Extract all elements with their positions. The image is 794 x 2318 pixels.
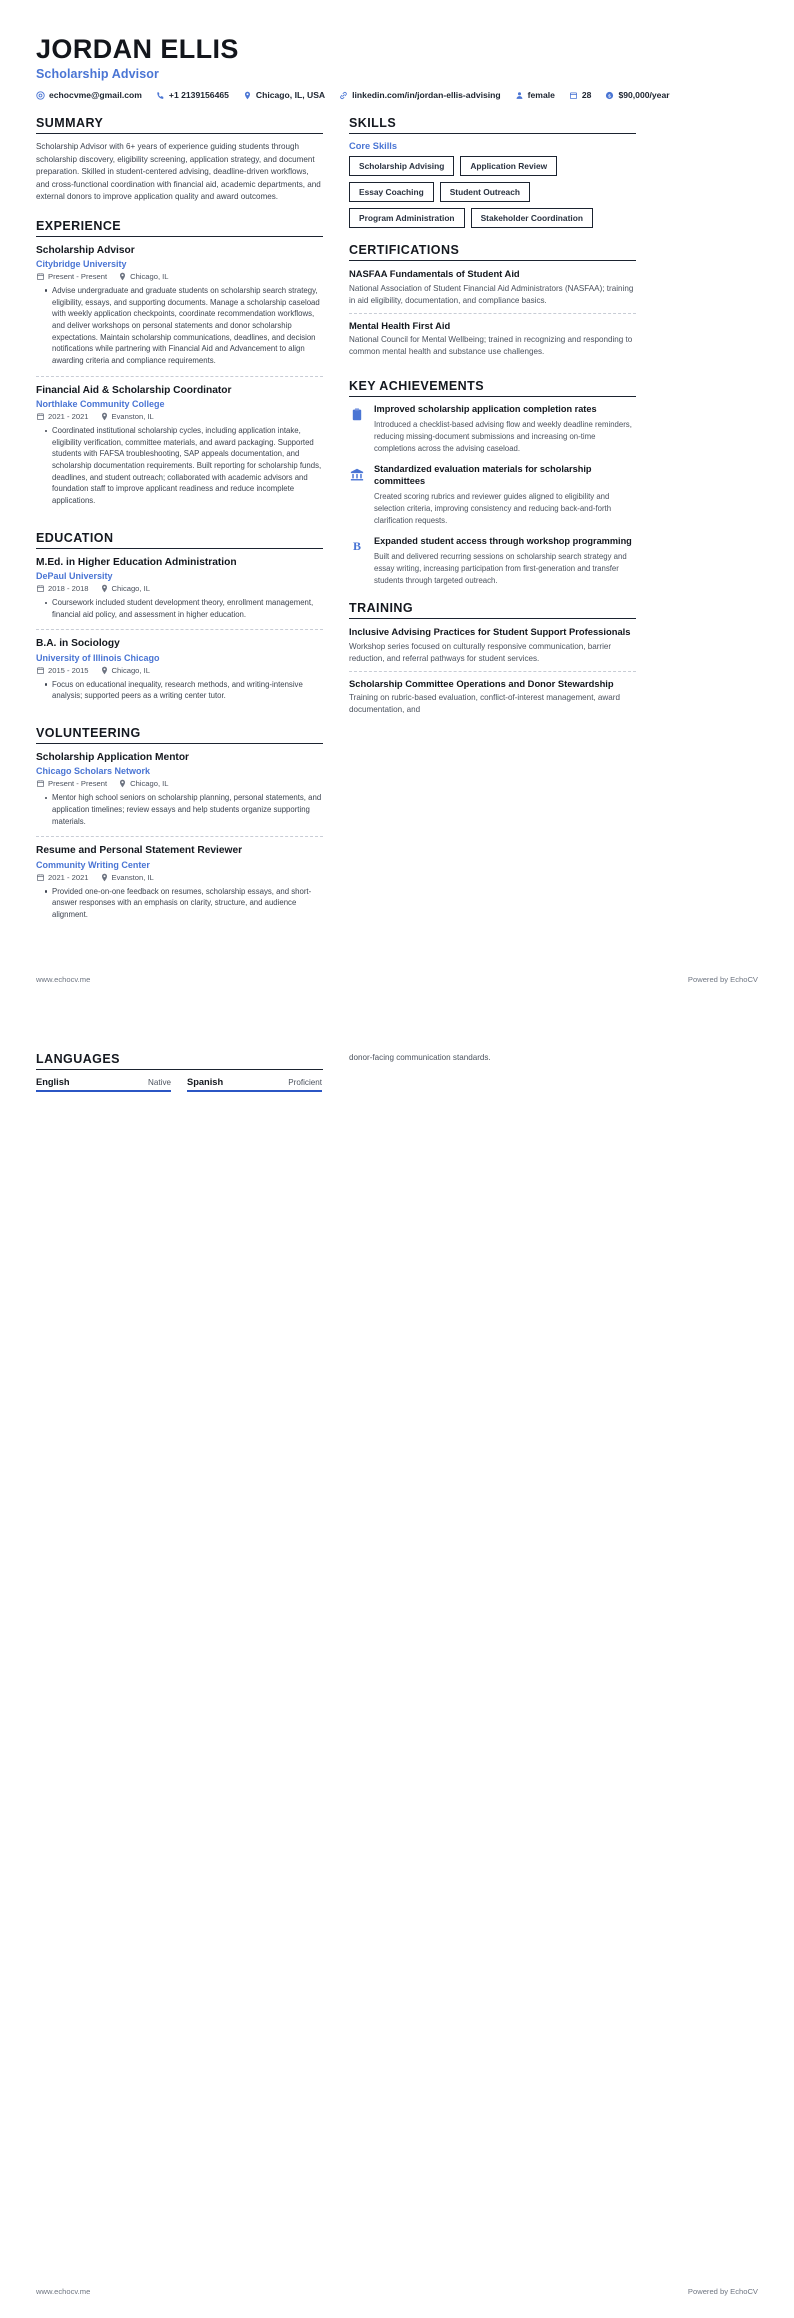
location-pin-icon bbox=[100, 412, 109, 421]
location-pin-icon bbox=[100, 666, 109, 675]
contact-linkedin[interactable] bbox=[339, 90, 501, 100]
certifications-divider bbox=[349, 260, 636, 261]
education-location-text: Chicago, IL bbox=[111, 665, 150, 675]
skill-chip: Program Administration bbox=[349, 208, 465, 228]
experience-dates-text: Present - Present bbox=[48, 271, 108, 281]
experience-location bbox=[118, 272, 168, 281]
calendar-icon bbox=[36, 272, 45, 281]
experience-bullets bbox=[36, 425, 323, 507]
achievement-item bbox=[349, 464, 636, 526]
certification-title: Mental Health First Aid bbox=[349, 319, 451, 331]
person-icon bbox=[515, 91, 524, 100]
contact-location bbox=[243, 90, 325, 100]
experience-location-text: Chicago, IL bbox=[130, 271, 169, 281]
candidate-name: JORDAN ELLIS bbox=[36, 34, 239, 64]
footer-brand: Powered by EchoCV bbox=[687, 974, 758, 984]
contact-email[interactable] bbox=[36, 90, 142, 100]
volunteering-role: Scholarship Application Mentor bbox=[36, 752, 190, 764]
languages-divider bbox=[36, 1069, 323, 1070]
summary-heading: SUMMARY bbox=[36, 116, 104, 131]
svg-text:$: $ bbox=[608, 92, 612, 98]
education-bullets bbox=[36, 597, 323, 620]
education-dates-text: 2018 - 2018 bbox=[48, 584, 89, 594]
certification-description: National Council for Mental Wellbeing; trained in recognizing and responding to common mental health and substance use challenges. bbox=[349, 335, 633, 357]
language-proficiency-bar bbox=[187, 1090, 322, 1093]
section-education bbox=[36, 531, 323, 711]
contact-gender-text: female bbox=[527, 90, 555, 101]
volunteering-meta bbox=[36, 779, 323, 788]
language-header bbox=[36, 1077, 171, 1087]
experience-employer: Citybridge University bbox=[36, 258, 127, 269]
calendar-icon bbox=[36, 412, 45, 421]
volunteering-heading: VOLUNTEERING bbox=[36, 726, 141, 741]
achievement-body bbox=[374, 404, 636, 454]
achievement-item bbox=[349, 404, 636, 454]
certifications-heading: CERTIFICATIONS bbox=[349, 243, 460, 258]
achievement-body bbox=[374, 536, 636, 586]
experience-bullet: Advise undergraduate and graduate students on scholarship search strategy, eligibility, essays, and supporting documents. Manage a scholarship caseload with weekly application checkpoints, coordinate recommendation workflows, and deliver workshops on personal statements and donor scholarship expectations. Maintain scholarship communications, deadlines, and decision notifications while partnering with Financial Aid and Advancement to align awarding criteria and compliance requirements. bbox=[45, 285, 323, 367]
experience-divider bbox=[36, 236, 323, 237]
experience-job-title: Scholarship Advisor bbox=[36, 244, 135, 256]
education-dates bbox=[36, 584, 89, 593]
letter-b-icon bbox=[349, 537, 365, 555]
education-bullet: Coursework included student development theory, enrollment management, financial aid policy, and assessment in higher education. bbox=[45, 597, 323, 620]
contact-age-text: 28 bbox=[581, 90, 592, 101]
calendar-icon bbox=[36, 666, 45, 675]
contact-gender bbox=[515, 90, 555, 100]
bank-icon bbox=[349, 465, 365, 483]
location-pin-icon bbox=[118, 272, 127, 281]
experience-heading: EXPERIENCE bbox=[36, 218, 122, 233]
education-location bbox=[100, 584, 150, 593]
education-bullet: Focus on educational inequality, research methods, and writing-intensive analysis; supported peers as a writing center tutor. bbox=[45, 679, 323, 702]
key-achievements-heading: KEY ACHIEVEMENTS bbox=[349, 379, 485, 394]
page-2-columns bbox=[36, 1052, 758, 1108]
section-skills bbox=[349, 116, 636, 228]
contact-linkedin-text: linkedin.com/in/jordan-ellis-advising bbox=[352, 90, 501, 101]
skill-chip: Scholarship Advising bbox=[349, 156, 454, 176]
contact-salary bbox=[605, 90, 669, 100]
language-item bbox=[187, 1077, 322, 1093]
achievement-body bbox=[374, 464, 636, 526]
resume-page-1 bbox=[0, 0, 794, 1010]
section-summary bbox=[36, 116, 323, 204]
experience-bullet: Coordinated institutional scholarship cycles, including application intake, eligibility verification, committee materials, and award packaging. Supported students with FAFSA troubleshooting, SAP appeals documentation, and scholarship documentation requirements. Built reporting for scholarship funds, deadlines, and student outreach; collaborated with academic advisors and foundation staff to improve applicant readiness and reduce incomplete applications. bbox=[45, 425, 323, 507]
training-title: Scholarship Committee Operations and Donor Stewardship bbox=[349, 677, 614, 689]
volunteering-dates-text: 2021 - 2021 bbox=[48, 872, 89, 882]
skills-heading: SKILLS bbox=[349, 116, 397, 131]
achievement-item bbox=[349, 536, 636, 586]
candidate-role: Scholarship Advisor bbox=[36, 67, 159, 82]
education-meta bbox=[36, 666, 323, 675]
volunteering-bullet: Provided one-on-one feedback on resumes, scholarship essays, and short-answer responses with an emphasis on clarity, structure, and audience alignment. bbox=[45, 886, 323, 921]
skill-chip: Essay Coaching bbox=[349, 182, 434, 202]
page-2-sheet bbox=[0, 1010, 794, 2288]
language-proficiency-fill bbox=[187, 1090, 322, 1093]
experience-dates bbox=[36, 412, 89, 421]
education-heading: EDUCATION bbox=[36, 530, 114, 545]
training-entry bbox=[349, 678, 636, 723]
training-heading: TRAINING bbox=[349, 601, 414, 616]
link-icon bbox=[339, 91, 348, 100]
calendar-icon bbox=[36, 584, 45, 593]
page-2-bottom-space bbox=[36, 1107, 758, 2287]
education-degree: M.Ed. in Higher Education Administration bbox=[36, 556, 237, 568]
skills-chip-list bbox=[349, 156, 636, 228]
volunteering-role: Resume and Personal Statement Reviewer bbox=[36, 845, 243, 857]
key-achievements-divider bbox=[349, 396, 636, 397]
training-description: Training on rubric-based evaluation, conflict-of-interest management, award documentation, and bbox=[349, 693, 620, 715]
education-location bbox=[100, 666, 150, 675]
certification-entry bbox=[349, 268, 636, 314]
training-divider bbox=[349, 618, 636, 619]
right-column bbox=[349, 116, 636, 737]
skills-group-label: Core Skills bbox=[349, 141, 398, 152]
contact-row bbox=[36, 90, 758, 100]
language-item bbox=[36, 1077, 171, 1093]
certification-title: NASFAA Fundamentals of Student Aid bbox=[349, 268, 520, 280]
language-name: English bbox=[36, 1076, 70, 1087]
section-key-achievements bbox=[349, 379, 636, 586]
calendar-icon bbox=[36, 779, 45, 788]
language-proficiency-fill bbox=[36, 1090, 171, 1093]
page-1-sheet bbox=[0, 0, 794, 975]
education-degree: B.A. in Sociology bbox=[36, 638, 120, 650]
language-proficiency-bar bbox=[36, 1090, 171, 1093]
certification-entry bbox=[349, 320, 636, 365]
letter-b-glyph: B bbox=[352, 538, 361, 553]
education-entry bbox=[36, 556, 323, 631]
experience-job-title: Financial Aid & Scholarship Coordinator bbox=[36, 384, 232, 396]
volunteering-divider bbox=[36, 743, 323, 744]
language-level: Proficient bbox=[288, 1077, 322, 1087]
section-certifications bbox=[349, 243, 636, 364]
section-volunteering bbox=[36, 726, 323, 930]
experience-bullets bbox=[36, 285, 323, 367]
summary-divider bbox=[36, 133, 323, 134]
resume-page-2 bbox=[0, 1010, 794, 2318]
skill-chip: Student Outreach bbox=[440, 182, 530, 202]
volunteering-location bbox=[118, 779, 168, 788]
volunteering-location bbox=[100, 873, 154, 882]
achievement-description: Built and delivered recurring sessions on scholarship search strategy and essay writing, increasing participation from first-generation and transfer students through targeted outreach. bbox=[374, 552, 627, 585]
location-pin-icon bbox=[118, 779, 127, 788]
dollar-coin-icon bbox=[605, 91, 614, 100]
volunteering-bullets bbox=[36, 792, 323, 827]
section-experience bbox=[36, 219, 323, 516]
skill-chip: Stakeholder Coordination bbox=[471, 208, 593, 228]
achievement-description: Created scoring rubrics and reviewer guides aligned to eligibility and selection criteria, improving consistency and reducing back-and-forth clarification requests. bbox=[374, 492, 612, 525]
location-pin-icon bbox=[100, 873, 109, 882]
footer-brand: Powered by EchoCV bbox=[687, 2287, 758, 2297]
languages-heading: LANGUAGES bbox=[36, 1051, 120, 1066]
achievement-description: Introduced a checklist-based advising flow and weekly deadline reminders, reducing missing-document submissions and increasing on-time completions across the advising caseload. bbox=[374, 420, 632, 453]
volunteering-dates bbox=[36, 873, 89, 882]
training-description-continued: donor-facing communication standards. bbox=[349, 1052, 491, 1062]
calendar-icon bbox=[569, 91, 578, 100]
summary-text: Scholarship Advisor with 6+ years of experience guiding students through scholarship discovery, eligibility screening, application strategy, and document preparation. Skilled in student-centered advising, deadline-driven workflows, and cross-functional coordination with financial aid, academic departments, and external donors to improve application quality and award outcomes. bbox=[36, 142, 321, 202]
experience-location bbox=[100, 412, 154, 421]
training-entry bbox=[349, 626, 636, 672]
contact-salary-text: $90,000/year bbox=[618, 90, 670, 101]
skills-divider bbox=[349, 133, 636, 134]
volunteering-location-text: Chicago, IL bbox=[130, 779, 169, 789]
education-divider bbox=[36, 548, 323, 549]
education-entry bbox=[36, 637, 323, 711]
certification-description: National Association of Student Financial Aid Administrators (NASFAA); training in aid eligibility, documentation, and compliance basics. bbox=[349, 283, 634, 305]
footer-site[interactable]: www.echocv.me bbox=[36, 2287, 91, 2297]
location-pin-icon bbox=[243, 91, 252, 100]
experience-entry bbox=[36, 384, 323, 516]
training-title: Inclusive Advising Practices for Student Support Professionals bbox=[349, 626, 631, 638]
page-2-right-column bbox=[349, 1052, 636, 1064]
volunteering-bullets bbox=[36, 886, 323, 921]
volunteering-org: Chicago Scholars Network bbox=[36, 766, 151, 777]
contact-email-text: echocvme@gmail.com bbox=[49, 90, 142, 101]
volunteering-meta bbox=[36, 873, 323, 882]
experience-employer: Northlake Community College bbox=[36, 399, 165, 410]
body-columns bbox=[36, 116, 758, 945]
experience-dates-text: 2021 - 2021 bbox=[48, 412, 89, 422]
language-level: Native bbox=[148, 1077, 171, 1087]
footer-site[interactable]: www.echocv.me bbox=[36, 974, 91, 984]
section-languages bbox=[36, 1052, 323, 1093]
calendar-icon bbox=[36, 873, 45, 882]
training-description: Workshop series focused on culturally responsive communication, barrier reduction, and referral pathways for student services. bbox=[349, 641, 612, 663]
page-2-left-column bbox=[36, 1052, 323, 1108]
contact-location-text: Chicago, IL, USA bbox=[255, 90, 326, 101]
achievement-title: Standardized evaluation materials for scholarship committees bbox=[374, 464, 592, 487]
page-1-footer bbox=[0, 975, 794, 1010]
location-pin-icon bbox=[100, 584, 109, 593]
education-bullets bbox=[36, 679, 323, 702]
achievement-title: Expanded student access through workshop programming bbox=[374, 536, 632, 547]
volunteering-location-text: Evanston, IL bbox=[111, 872, 154, 882]
experience-dates bbox=[36, 272, 107, 281]
contact-age bbox=[569, 90, 592, 100]
experience-meta bbox=[36, 412, 323, 421]
education-school: University of Illinois Chicago bbox=[36, 652, 160, 663]
language-header bbox=[187, 1077, 322, 1087]
education-meta bbox=[36, 584, 323, 593]
page-1-bottom-space bbox=[36, 945, 758, 975]
achievement-title: Improved scholarship application completion rates bbox=[374, 404, 597, 415]
education-dates-text: 2015 - 2015 bbox=[48, 665, 89, 675]
page-2-footer bbox=[0, 2287, 794, 2318]
contact-phone-text: +1 2139156465 bbox=[168, 90, 229, 101]
language-name: Spanish bbox=[187, 1076, 224, 1087]
experience-entry bbox=[36, 244, 323, 377]
phone-icon bbox=[156, 91, 165, 100]
languages-list bbox=[36, 1077, 323, 1093]
volunteering-bullet: Mentor high school seniors on scholarship planning, personal statements, and application timelines; review essays and help students organize supporting materials. bbox=[45, 792, 323, 827]
experience-meta bbox=[36, 272, 323, 281]
education-dates bbox=[36, 666, 89, 675]
resume-header bbox=[36, 34, 758, 100]
section-training bbox=[349, 601, 636, 722]
skill-chip: Application Review bbox=[460, 156, 557, 176]
volunteering-entry bbox=[36, 844, 323, 929]
experience-location-text: Evanston, IL bbox=[111, 412, 154, 422]
contact-phone[interactable] bbox=[156, 90, 229, 100]
volunteering-org: Community Writing Center bbox=[36, 859, 150, 870]
volunteering-entry bbox=[36, 751, 323, 837]
volunteering-dates-text: Present - Present bbox=[48, 779, 108, 789]
email-icon bbox=[36, 91, 45, 100]
volunteering-dates bbox=[36, 779, 107, 788]
education-location-text: Chicago, IL bbox=[111, 584, 150, 594]
left-column bbox=[36, 116, 323, 945]
education-school: DePaul University bbox=[36, 571, 113, 582]
clipboard-icon bbox=[349, 405, 365, 423]
